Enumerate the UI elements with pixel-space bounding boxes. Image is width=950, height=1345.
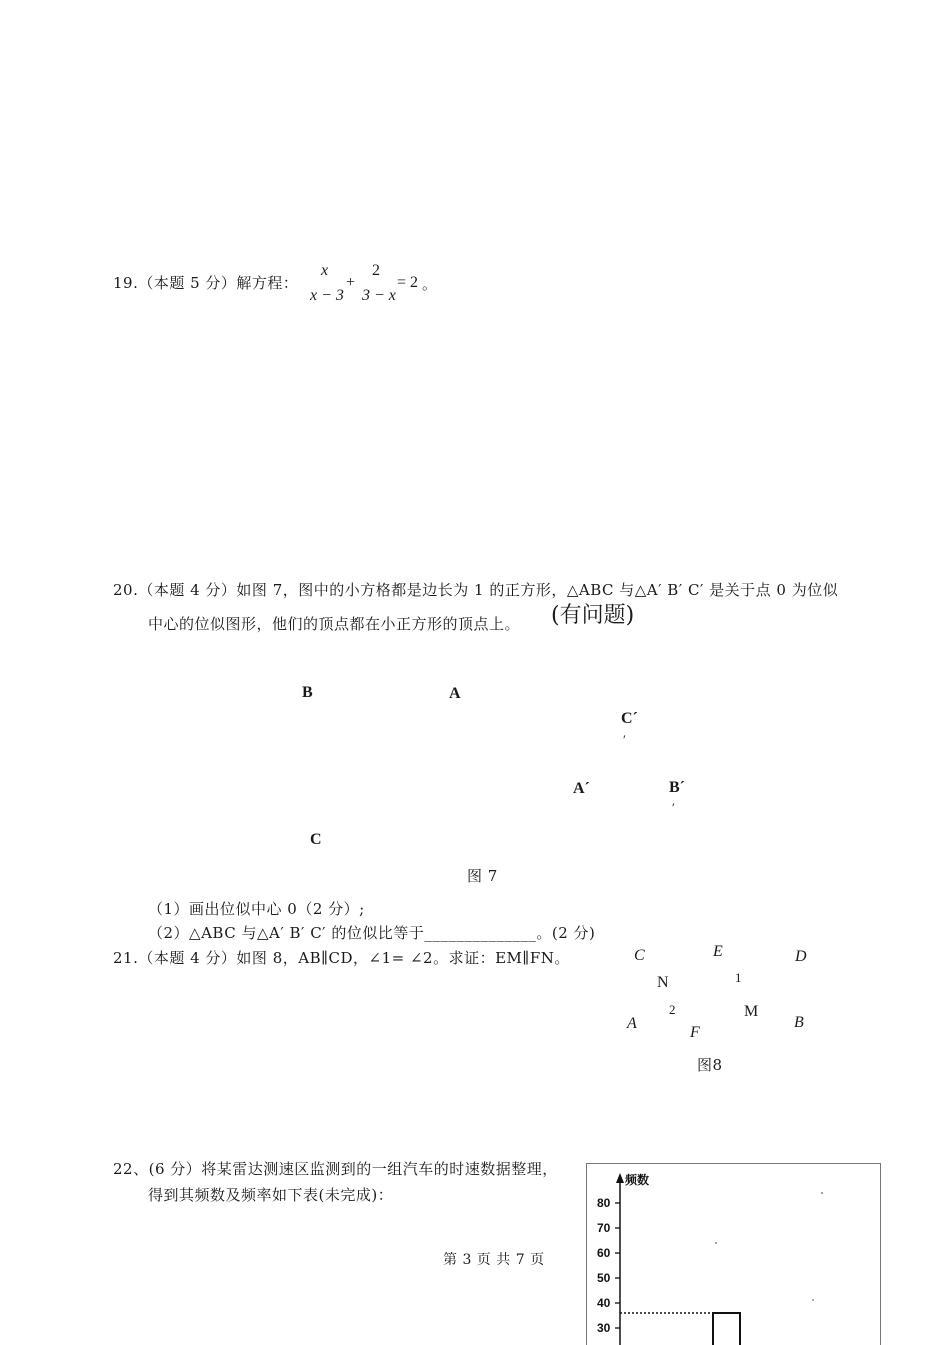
fig7-mark-C-prime: ′: [623, 732, 626, 747]
fig7-label-B-prime: B´: [669, 779, 685, 796]
q19-end-mark: 。: [422, 275, 438, 293]
y-tick-label: 80: [597, 1196, 611, 1210]
y-tick-label: 30: [597, 1321, 611, 1335]
y-tick-label: 70: [597, 1221, 611, 1235]
q19-rhs: = 2: [397, 274, 419, 291]
q19-frac2-denominator: 3 − x: [362, 287, 396, 304]
y-axis-label: 频数: [625, 1173, 650, 1187]
y-tick-label: 40: [597, 1296, 611, 1310]
q20-sub2: （2）△ABC 与△A′ B′ C′ 的位似比等于______________。(2 分): [148, 924, 596, 942]
y-tick-label: 60: [597, 1246, 611, 1260]
y-axis-arrow: [616, 1173, 624, 1183]
q20-note: (有问题): [551, 603, 635, 628]
fig7-label-A: A: [449, 685, 461, 702]
q19-prefix: 19.（本题 5 分）解方程：: [113, 274, 299, 292]
q22-line1: 22、(6 分）将某雷达测速区监测到的一组汽车的时速数据整理，: [113, 1160, 558, 1178]
fig7-label-A-prime: A´: [573, 780, 590, 797]
fig8-label-C: C: [634, 947, 645, 964]
histogram-bar: [713, 1313, 740, 1345]
fig8-label-A: A: [627, 1015, 637, 1032]
fig7-label-C-prime: C´: [621, 710, 638, 727]
page-footer: 第 3 页 共 7 页: [443, 1252, 545, 1268]
fig7-label-C: C: [310, 831, 322, 848]
fig8-label-N: N: [657, 974, 669, 991]
fig8-angle-2: 2: [669, 1002, 676, 1017]
q20-line2: 中心的位似图形，他们的顶点都在小正方形的顶点上。: [148, 615, 521, 633]
q20-line1: 20.（本题 4 分）如图 7，图中的小方格都是边长为 1 的正方形，△ABC 与△A′ B′ C′ 是关于点 0 为位似: [113, 581, 839, 599]
fig8-angle-1: 1: [735, 970, 742, 985]
q21-text: 21.（本题 4 分）如图 8，AB∥CD，∠1= ∠2。求证：EM∥FN。: [113, 949, 570, 967]
fig8-label-M: M: [744, 1003, 759, 1020]
fig7-mark-B-prime: ′: [672, 800, 675, 815]
scan-dot: [812, 1299, 814, 1301]
fig7-caption: 图 7: [467, 867, 498, 885]
fig7-label-B: B: [302, 684, 313, 701]
q19-frac1-numerator: x: [321, 262, 329, 279]
scan-dot: [715, 1242, 717, 1244]
fig8-label-F: F: [690, 1024, 700, 1041]
q22-line2: 得到其频数及频率如下表(未完成)：: [148, 1186, 394, 1204]
q19-frac1-denominator: x − 3: [310, 287, 344, 304]
scan-dot: [821, 1192, 823, 1194]
fig8-label-D: D: [795, 948, 807, 965]
histogram-svg: [587, 1164, 880, 1345]
fig8-caption: 图8: [697, 1056, 723, 1074]
y-tick-label: 50: [597, 1271, 611, 1285]
fig8-label-E: E: [713, 943, 723, 960]
fig8-label-B: B: [794, 1014, 804, 1031]
histogram-chart: [586, 1163, 881, 1345]
q20-sub1: （1）画出位似中心 0（2 分）;: [148, 900, 365, 918]
q19-frac2-numerator: 2: [372, 262, 380, 279]
q19-plus-sign: +: [346, 274, 356, 291]
